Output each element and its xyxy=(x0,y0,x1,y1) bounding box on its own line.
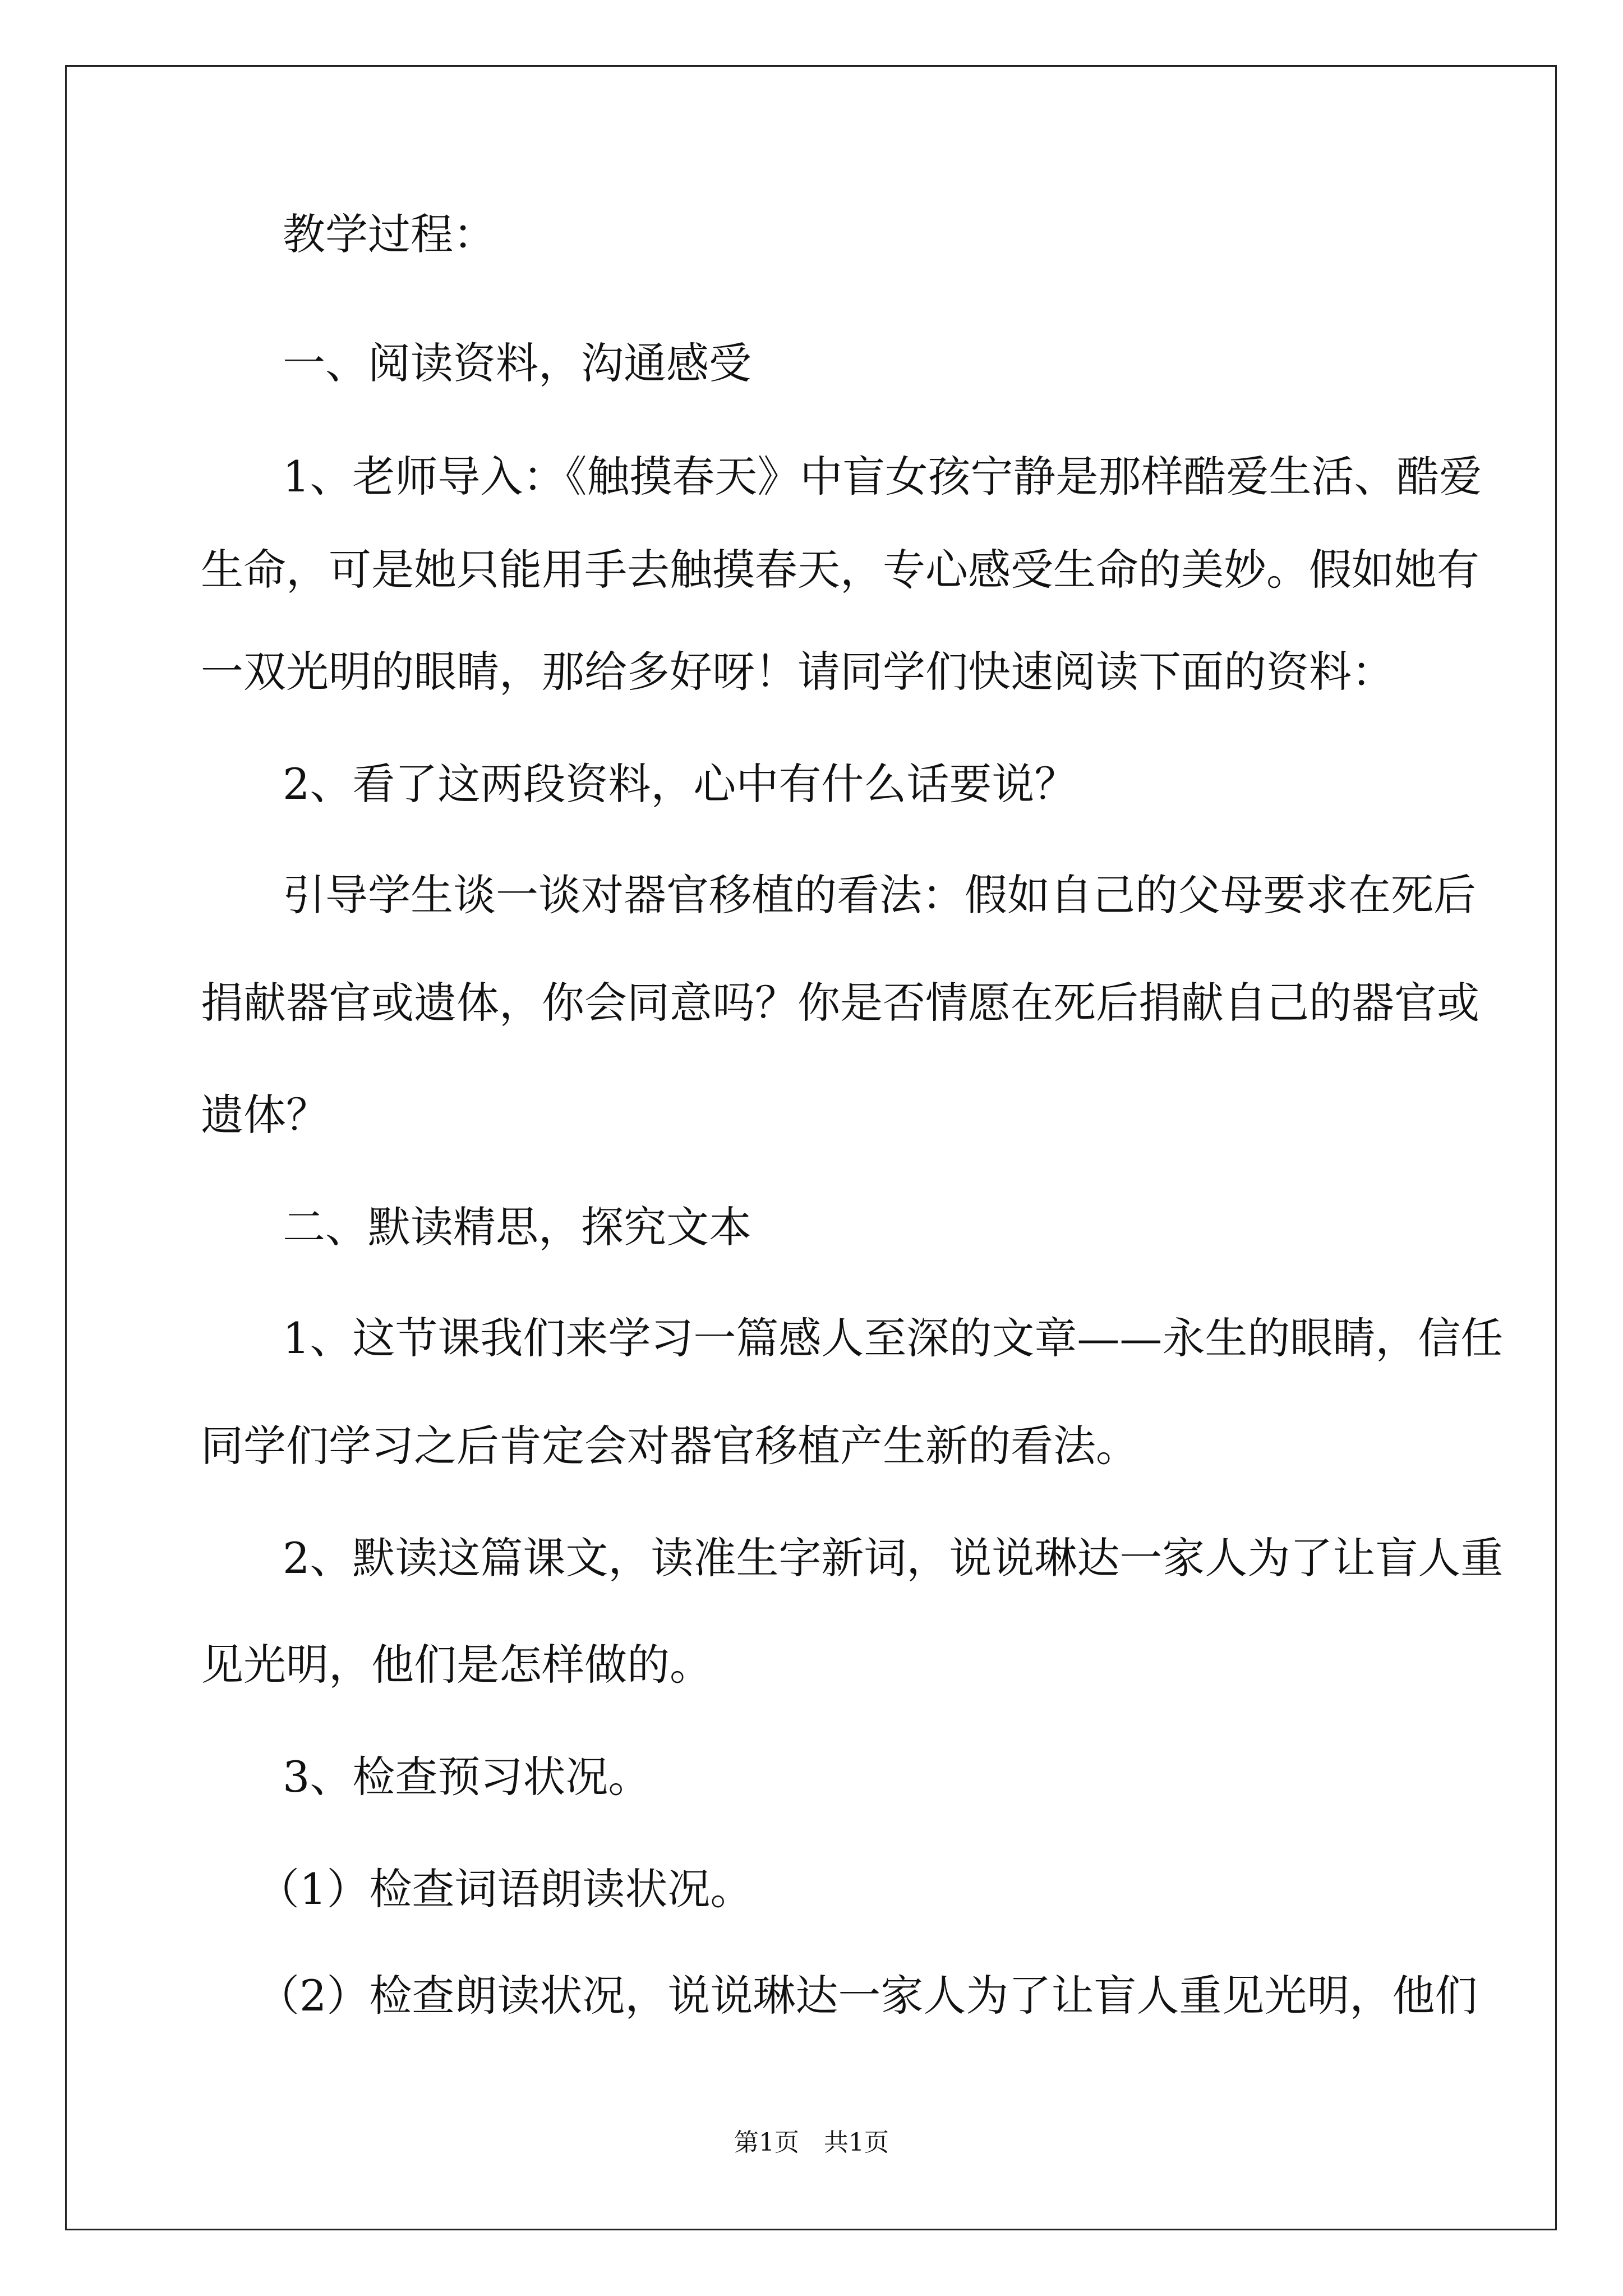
paragraph-line: 捐献器官或遗体，你会同意吗？你是否情愿在死后捐献自己的器官或 xyxy=(201,978,1479,1028)
paragraph-line: 2、默读这篇课文，读准生字新词，说说琳达一家人为了让盲人重 xyxy=(283,1533,1504,1583)
paragraph-line: 1、老师导入：《触摸春天》中盲女孩宁静是那样酷爱生活、酷爱 xyxy=(283,452,1482,501)
paragraph-line: 遗体？ xyxy=(201,1090,329,1140)
paragraph-line: 见光明，他们是怎样做的。 xyxy=(201,1640,712,1690)
paragraph-line: 一双光明的眼睛，那给多好呀！请同学们快速阅读下面的资料： xyxy=(201,647,1394,697)
section-heading-process: 教学过程： xyxy=(283,209,496,259)
paragraph-line: 3、检查预习状况。 xyxy=(283,1752,651,1802)
paragraph-line: 2、看了这两段资料，心中有什么话要说？ xyxy=(283,759,1077,809)
section-heading-1: 一、阅读资料，沟通感受 xyxy=(283,338,751,388)
paragraph-line: （1）检查词语朗读状况。 xyxy=(257,1864,753,1914)
page-number-footer: 第1页 共1页 xyxy=(734,2128,889,2157)
section-heading-2: 二、默读精思，探究文本 xyxy=(283,1202,751,1252)
paragraph-line: 1、这节课我们来学习一篇感人至深的文章——永生的眼睛，信任 xyxy=(283,1313,1504,1363)
paragraph-line: 引导学生谈一谈对器官移植的看法：假如自己的父母要求在死后 xyxy=(283,870,1476,920)
paragraph-line: 生命，可是她只能用手去触摸春天，专心感受生命的美妙。假如她有 xyxy=(201,545,1479,595)
paragraph-line: （2）检查朗读状况，说说琳达一家人为了让盲人重见光明，他们 xyxy=(257,1971,1478,2021)
paragraph-line: 同学们学习之后肯定会对器官移植产生新的看法。 xyxy=(201,1421,1138,1471)
